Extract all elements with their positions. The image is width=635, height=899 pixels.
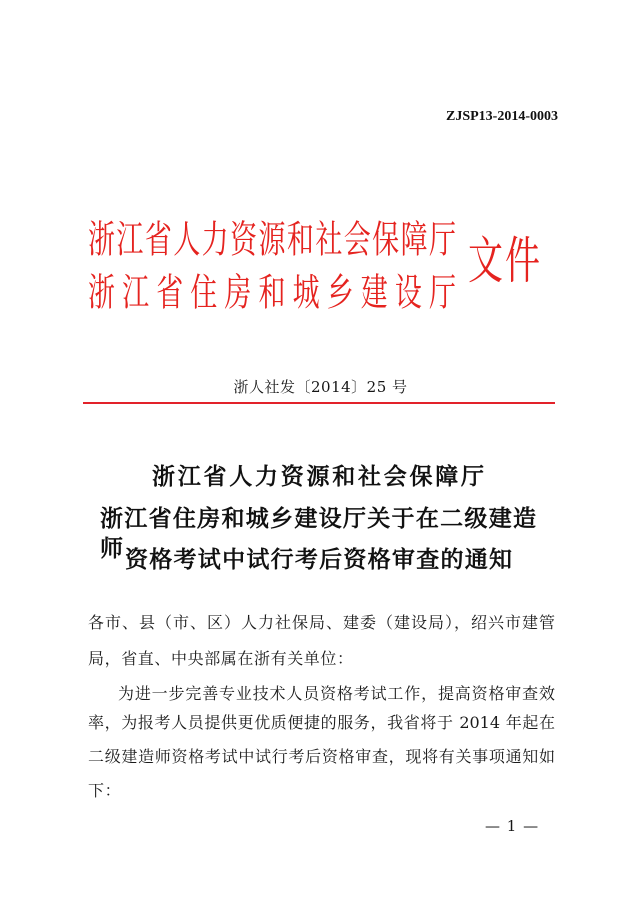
title-line: 浙江省住房和城乡建设厅关于在二级建造师 bbox=[100, 505, 536, 562]
paragraph-line: 为进一步完善专业技术人员资格考试工作，提高资格审查效 bbox=[118, 684, 555, 703]
header-rule bbox=[83, 402, 555, 404]
issuer-line-2: 浙江省住房和城乡建设厅 bbox=[88, 271, 456, 316]
paragraph-line: 二级建造师资格考试中试行考后资格审查，现将有关事项通知如 bbox=[88, 747, 555, 766]
doc-number: 浙人社发〔2014〕25 号 bbox=[233, 378, 408, 396]
page-number: — 1 — bbox=[485, 817, 540, 835]
document-code: ZJSP13-2014-0003 bbox=[446, 109, 558, 124]
issuing-agencies bbox=[88, 214, 456, 320]
salutation-line: 各市、县（市、区）人力社保局、建委（建设局），绍兴市建管 bbox=[88, 613, 555, 632]
title-line: 浙江省人力资源和社会保障厅 bbox=[152, 463, 484, 490]
salutation-line: 局，省直、中央部属在浙有关单位： bbox=[88, 649, 354, 668]
paragraph-line: 率，为报考人员提供更优质便捷的服务，我省将于 2014 年起在 bbox=[88, 713, 555, 732]
title-line: 资格考试中试行考后资格审查的通知 bbox=[125, 546, 512, 573]
paragraph-line: 下： bbox=[88, 781, 122, 800]
issuer-line-1: 浙江省人力资源和社会保障厅 bbox=[88, 218, 456, 263]
file-suffix: 文件 bbox=[468, 233, 543, 291]
